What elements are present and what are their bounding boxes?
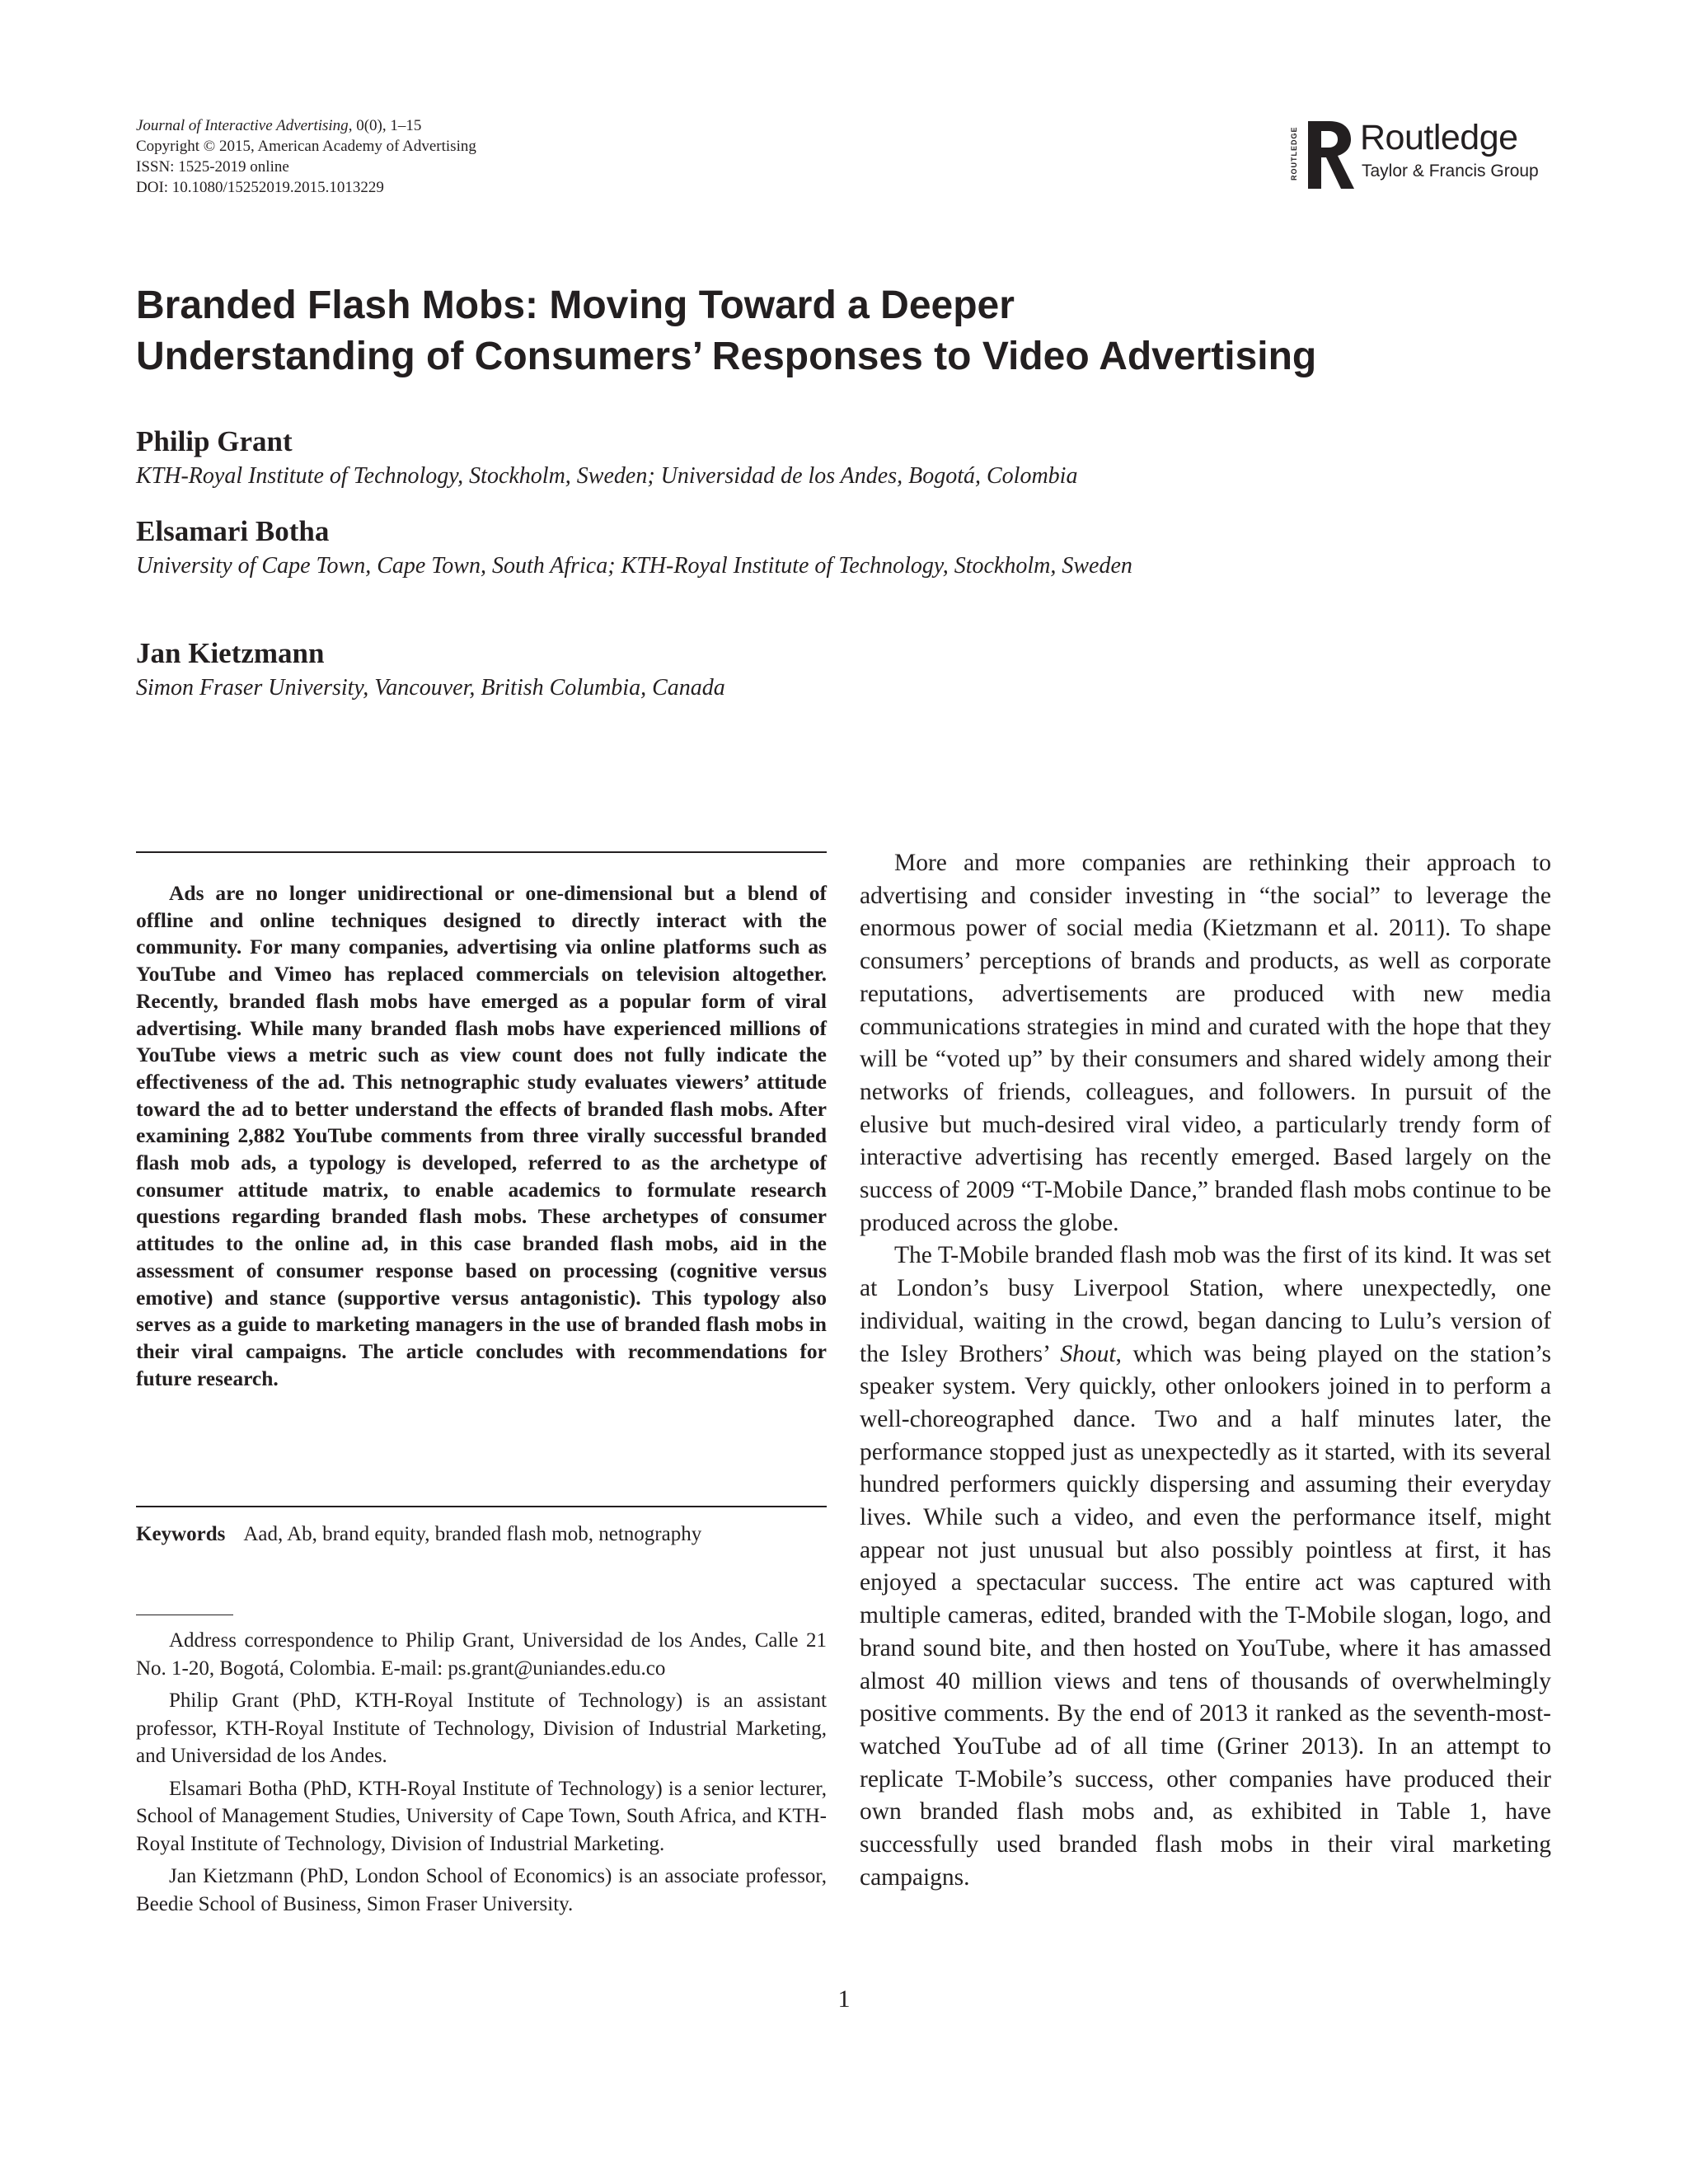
publisher-name: Routledge [1360, 118, 1518, 157]
body-paragraph: More and more companies are rethinking their approach to advertising and consider investing in “the social” to leverage the enormous power of social media (Kietzmann et al. 2011). To shape consumers’ perceptions of brands and products, as well as corporate reputations, advertisements are produced with new media communications strategies in mind and curated with the hope that they will be “voted up” by their consumers and shared widely among their networks of friends, colleagues, and followers. In pursuit of the elusive but much-desired viral video, a particularly trendy form of interactive advertising has recently emerged. Based largely on the success of 2009 “T-Mobile Dance,” branded flash mobs continue to be produced across the globe. [860, 850, 1551, 1236]
abstract: Ads are no longer unidirectional or one-dimensional but a blend of offline and online techniques designed to directly interact with the community. For many companies, advertising via online platforms such as YouTube and Vimeo has replaced commercials on television altogether. Recently, branded flash mobs have emerged as a popular form of viral advertising. While many branded flash mobs have experienced millions of YouTube views a metric such as view count does not fully indicate the effectiveness of the ad. This netnographic study evaluates viewers’ attitude toward the ad to better understand the effects of branded flash mobs. After examining 2,882 YouTube comments from three virally successful branded flash mob ads, a typology is developed, referred to as the archetype of consumer attitude matrix, to enable academics to formulate research questions regarding branded flash mobs. These archetypes of consumer attitudes to the online ad, in this case branded flash mobs, aid in the assessment of consumer response based on processing (cognitive versus emotive) and stance (supportive versus antagonistic). This typology also serves as a guide to marketing managers in the use of branded flash mobs in their viral campaigns. The article concludes with recommendations for future research. [136, 881, 827, 1390]
routledge-r-logo-icon [1305, 120, 1356, 190]
abstract-top-rule [136, 851, 827, 853]
footnote-author-bio: Elsamari Botha (PhD, KTH-Royal Institute of Technology) is a senior lecturer, School of Management Studies, University of Cape Town, South Africa, and KTH-Royal Institute of Technology, Division of Industrial Marketing. [136, 1777, 827, 1855]
article-title [136, 280, 1537, 382]
author-block [136, 635, 1372, 704]
journal-citation [136, 115, 476, 136]
article-title-line-2: Understanding of Consumers’ Responses to Video Advertising [136, 335, 1317, 378]
body-paragraph [860, 1240, 1551, 1894]
journal-volume: , 0(0), 1–15 [348, 117, 422, 134]
page-number: 1 [837, 1985, 851, 2013]
copyright-line: Copyright © 2015, American Academy of Advertising [136, 138, 476, 155]
abstract-bottom-rule [136, 1506, 827, 1507]
author-name: Jan Kietzmann [136, 637, 325, 669]
journal-name: Journal of Interactive Advertising [136, 117, 349, 134]
author-affiliation: KTH-Royal Institute of Technology, Stockholm, Sweden; Universidad de los Andes, Bogotá, Colombia [136, 463, 1078, 489]
publisher-logo [1290, 118, 1562, 192]
article-title-line-1: Branded Flash Mobs: Moving Toward a Deeper [136, 284, 1015, 327]
author-name: Philip Grant [136, 425, 293, 457]
doi-line: DOI: 10.1080/15252019.2015.1013229 [136, 179, 384, 196]
body-text-column [860, 847, 1551, 1895]
body-text-span: The T-Mobile branded flash mob was the first of its kind. It was set at London’s busy Liverpool Station, where unexpectedly, one individual, waiting in the crowd, began dancing to Lulu’s version of the Isley Brothers’ [860, 1242, 1551, 1367]
footnotes [136, 1627, 827, 1923]
footnote-author-bio: Philip Grant (PhD, KTH-Royal Institute of Technology) is an assistant professor, KTH-Royal Institute of Technology, Division of Industrial Marketing, and Universidad de los Andes. [136, 1690, 827, 1767]
keywords-label: Keywords [136, 1523, 226, 1545]
author-affiliation: University of Cape Town, Cape Town, South Africa; KTH-Royal Institute of Technology, Stockholm, Sweden [136, 553, 1132, 579]
author-block [136, 424, 1372, 492]
author-block [136, 513, 1372, 582]
author-name: Elsamari Botha [136, 515, 330, 547]
keywords-text: Aad, Ab, brand equity, branded flash mob, netnography [243, 1523, 702, 1545]
author-affiliation: Simon Fraser University, Vancouver, British Columbia, Canada [136, 675, 725, 701]
issn-line: ISSN: 1525-2019 online [136, 158, 289, 176]
journal-header [136, 115, 476, 198]
body-text-span: , which was being played on the station’s speaker system. Very quickly, other onlookers joined in to perform a well-choreographed dance. Two and a half minutes later, the performance stopped just as unexpectedly as it started, with its several hundred performers quickly dispersing and assuming their everyday lives. While such a video, and even the performance itself, might appear not just unusual but also possibly pointless at first, it has enjoyed a spectacular success. The entire act was captured with multiple cameras, edited, branded with the T-Mobile slogan, logo, and brand sound bite, and then hosted on YouTube, where it has amassed almost 40 million views and tens of thousands of overwhelmingly positive comments. By the end of 2013 it ranked as the seventh-most-watched YouTube ad of all time (Griner 2013). In an attempt to replicate T-Mobile’s success, other companies have produced their own branded flash mobs and, as exhibited in Table 1, have successfully used branded flash mobs in their viral marketing campaigns. [860, 1340, 1551, 1891]
publisher-vertical-text: ROUTLEDGE [1290, 126, 1298, 180]
song-title: Shout [1060, 1340, 1116, 1367]
publisher-group: Taylor & Francis Group [1362, 162, 1539, 180]
footnote-author-bio: Jan Kietzmann (PhD, London School of Economics) is an associate professor, Beedie School of Business, Simon Fraser University. [136, 1865, 827, 1915]
keywords [136, 1521, 828, 1548]
footnote-correspondence: Address correspondence to Philip Grant, Universidad de los Andes, Calle 21 No. 1-20, Bogotá, Colombia. E-mail: ps.grant@uniandes.edu.co [136, 1629, 827, 1680]
